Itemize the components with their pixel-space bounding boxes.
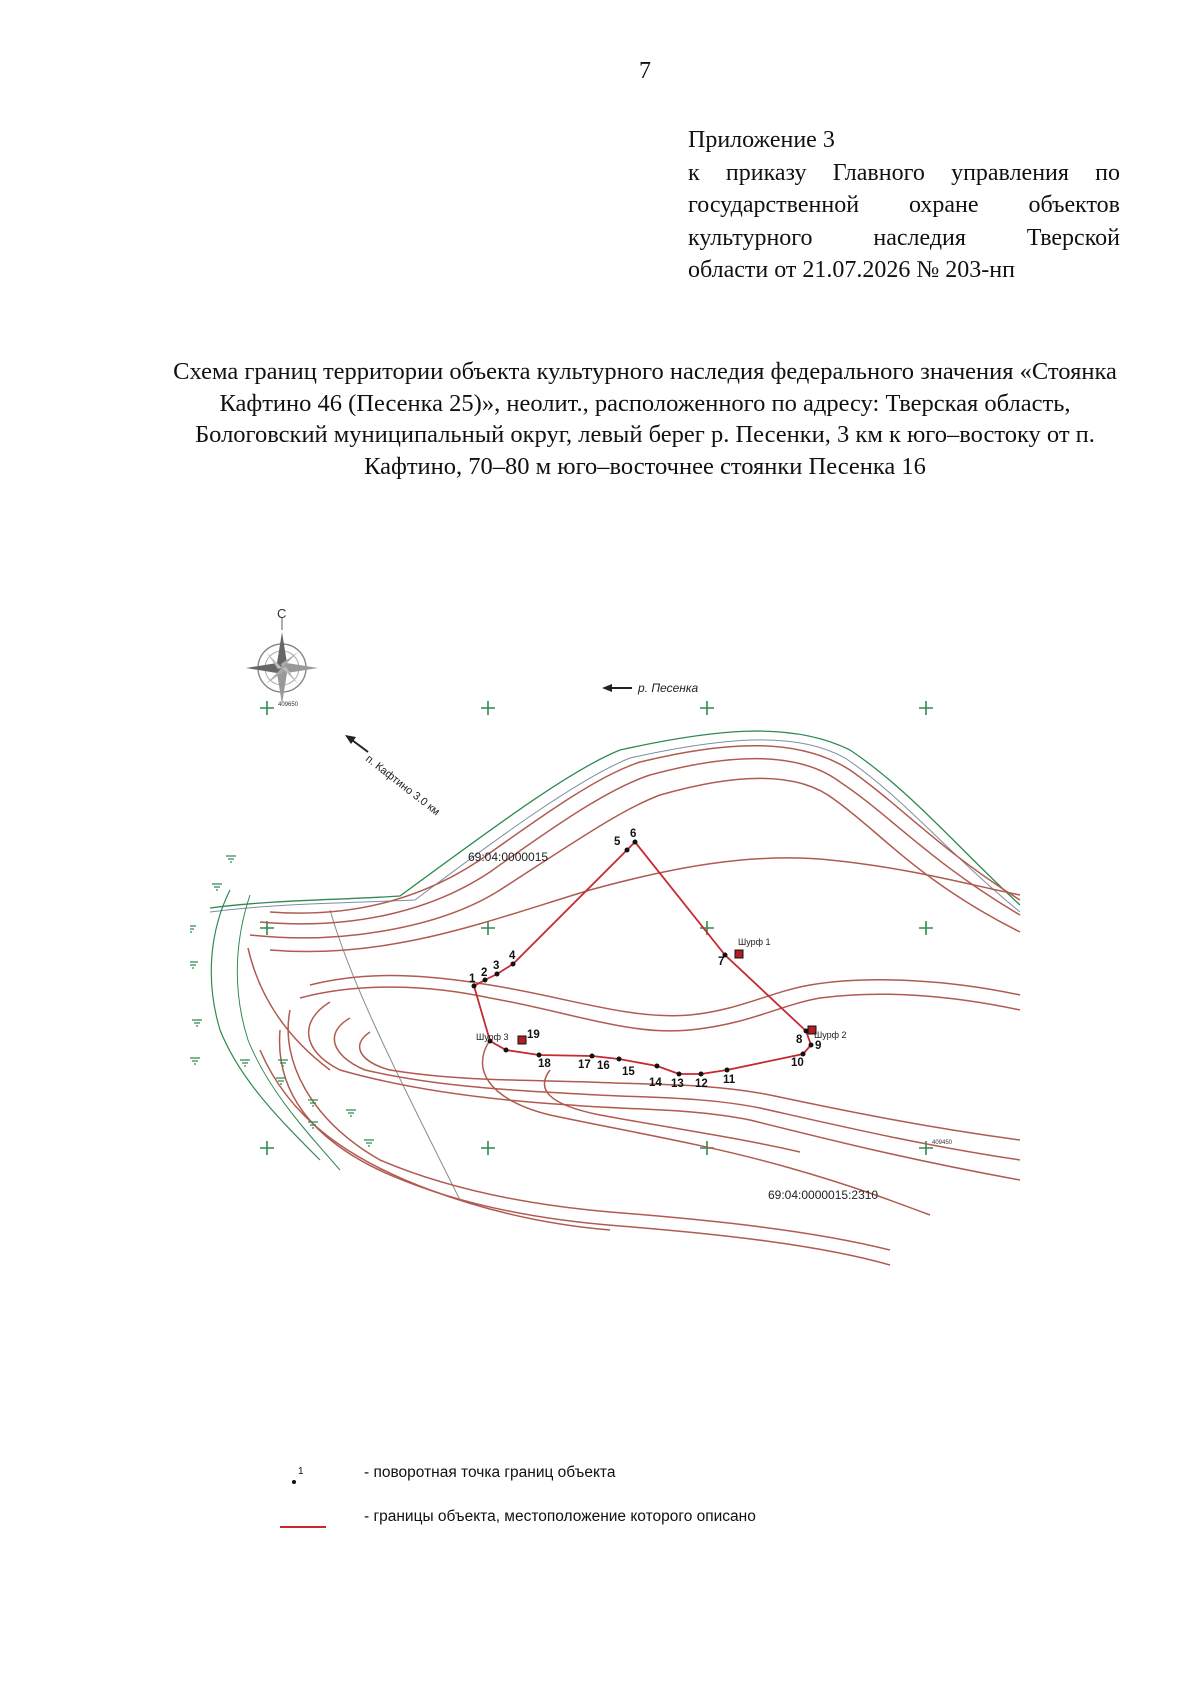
legend-line-text: - границы объекта, местоположение которого описано (364, 1508, 756, 1525)
compass-north-label: С (277, 606, 287, 621)
point-label: 16 (597, 1060, 610, 1072)
appendix-line: к приказу Главного управления по (688, 159, 1120, 186)
point-label: 9 (815, 1040, 822, 1052)
direction-label: п. Кафтино 3.0 км (363, 752, 442, 819)
appendix-line: Приложение 3 (688, 127, 835, 153)
direction-arrow-icon (345, 735, 368, 752)
forest-marks (190, 856, 374, 1146)
turning-point-sample-icon (280, 1460, 340, 1490)
boundary-map (190, 600, 1130, 1360)
point-label: 7 (718, 956, 725, 968)
cadastral-parcel-label: 69:04:0000015:2310 (768, 1188, 879, 1202)
point-label: 6 (630, 828, 637, 840)
appendix-block (688, 124, 1120, 287)
compass-rose-icon (246, 618, 318, 704)
point-label: 11 (723, 1074, 736, 1086)
appendix-line: государственной охране объектов (688, 192, 1120, 218)
page-number: 7 (639, 58, 651, 84)
point-label: 17 (578, 1059, 591, 1071)
point-label: 13 (671, 1078, 684, 1090)
grid-label-bottom: 409450 (932, 1140, 953, 1146)
point-label: 4 (509, 950, 516, 962)
pit-label: Шурф 1 (738, 937, 771, 947)
contour-lines (248, 746, 1020, 1265)
document-title: Схема границ территории объекта культурного наследия федерального значения «Стоянка Кафтино 46 (Песенка 25)», неолит., расположенного по адресу: Тверская область, Бологовский муниципальный округ, левый берег р. Песенки, 3 км к юго–востоку от п. Кафтино, 70–80 м юго–восточнее стоянки Песенка 16 (173, 358, 1117, 480)
point-label: 2 (481, 967, 488, 979)
point-label: 18 (538, 1058, 551, 1070)
legend-row-point (260, 1460, 960, 1490)
point-label: 8 (796, 1034, 803, 1046)
point-label: 12 (695, 1078, 708, 1090)
river-arrow-icon (602, 684, 632, 692)
appendix-line: области от 21.07.2026 № 203-нп (688, 257, 1015, 283)
point-label: 3 (493, 960, 500, 972)
point-label: 5 (614, 836, 621, 848)
pit-label: Шурф 2 (814, 1030, 847, 1040)
appendix-line: культурного наследия Тверской (688, 224, 1120, 251)
point-label: 1 (469, 973, 476, 985)
boundary-line-sample-icon (280, 1504, 340, 1534)
grid-label-top: 409650 (278, 702, 299, 708)
point-label: 15 (622, 1066, 635, 1078)
legend (260, 1460, 960, 1570)
point-label: 10 (791, 1057, 804, 1069)
legend-point-number: 1 (298, 1466, 304, 1477)
point-label: 14 (649, 1077, 662, 1089)
river-label: р. Песенка (638, 681, 699, 695)
legend-point-text: - поворотная точка границ объекта (364, 1464, 616, 1481)
pit-label: Шурф 3 (476, 1032, 509, 1042)
cadastral-quarter-label: 69:04:0000015 (468, 850, 549, 864)
pit-marker-icon (518, 950, 816, 1044)
point-label: 19 (527, 1029, 540, 1041)
river-bank (210, 731, 1020, 1200)
grid-crosses (260, 701, 933, 1155)
legend-row-line (260, 1504, 960, 1534)
